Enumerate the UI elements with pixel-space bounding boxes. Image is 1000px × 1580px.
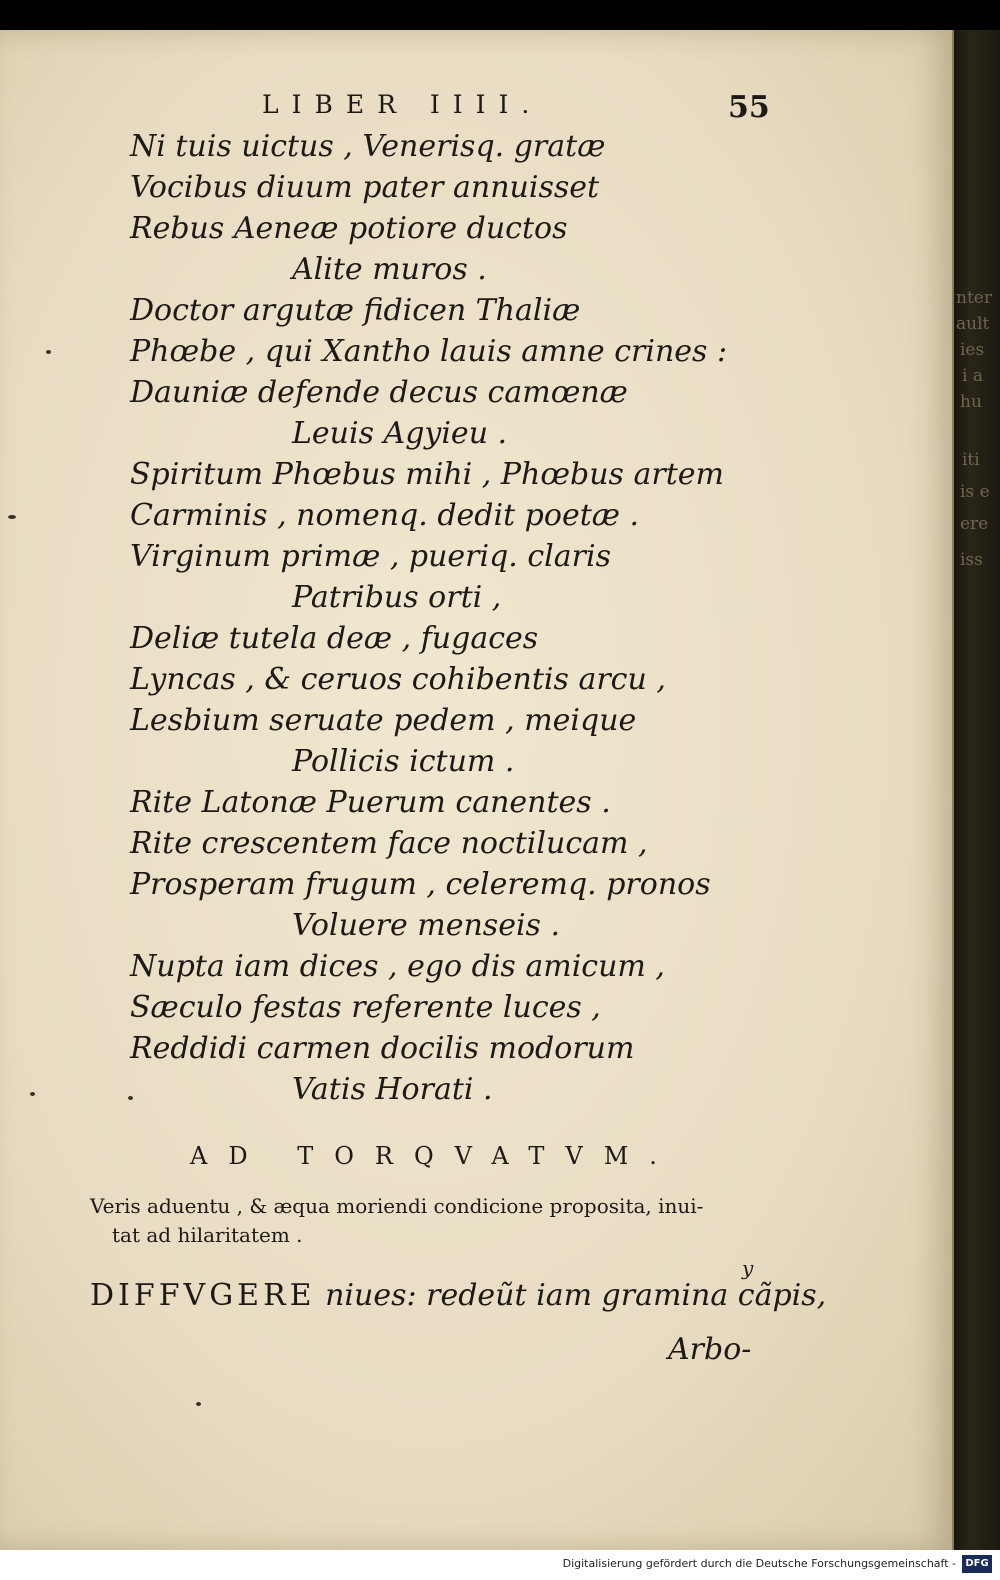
verse-line: Ni tuis uictus , Venerisq. gratæ (130, 129, 606, 164)
verse-line: Leuis Agyieu . (292, 416, 508, 451)
opening-line (90, 1278, 826, 1313)
verse-line: Patribus orti , (292, 580, 502, 615)
bleed-text: i a (962, 366, 983, 386)
facing-page-edge (950, 30, 1000, 1550)
bleed-text: nter (956, 288, 992, 308)
verse-line: Sæculo festas referente luces , (130, 990, 601, 1025)
ode-argument (90, 1192, 780, 1250)
paper-speck (128, 1096, 133, 1100)
argument-line: tat ad hilaritatem . (112, 1223, 303, 1247)
page-number: 55 (728, 90, 770, 125)
bleed-text: iti (962, 450, 980, 470)
opening-capitals: DIFFVGERE (90, 1278, 316, 1313)
verse-line: Rite Latonæ Puerum canentes . (130, 785, 611, 820)
running-head: LIBER IIII. (262, 90, 543, 119)
bleed-text: hu (960, 392, 982, 412)
paper-speck (46, 350, 51, 354)
bleed-text: is e (960, 482, 990, 502)
verse-line: Virginum primæ , pueriq. claris (130, 539, 611, 574)
ode-title: AD TORQVATVM. (190, 1142, 678, 1170)
verse-line: Prosperam frugum , celeremq. pronos (130, 867, 711, 902)
verse-line: Lyncas , & ceruos cohibentis arcu , (130, 662, 666, 697)
verse-line: Reddidi carmen docilis modorum (130, 1031, 635, 1066)
opening-text: niues: redeũt iam gramina cãpis, (315, 1278, 827, 1313)
verse-line: Dauniæ defende decus camœnæ (130, 375, 628, 410)
verse-line: Voluere menseis . (292, 908, 561, 943)
verse-line: Alite muros . (292, 252, 487, 287)
verse-line: Lesbium seruate pedem , meique (130, 703, 637, 738)
book-page (0, 30, 954, 1550)
catchword: Arbo- (668, 1332, 752, 1367)
verse-line: Carminis , nomenq. dedit poetæ . (130, 498, 640, 533)
printer-mark: y (742, 1256, 754, 1280)
dfg-logo-icon: DFG (962, 1555, 992, 1573)
verse-line: Vocibus diuum pater annuisset (130, 170, 600, 205)
bleed-text: ault (956, 314, 990, 334)
footer-credit: Digitalisierung gefördert durch die Deutsche Forschungsgemeinschaft - (562, 1557, 956, 1570)
verse-line: Rebus Aeneæ potiore ductos (130, 211, 568, 246)
verse-line: Pollicis ictum . (292, 744, 515, 779)
verse-line: Spiritum Phœbus mihi , Phœbus artem (130, 457, 724, 492)
verse-line: Doctor argutæ fidicen Thaliæ (130, 293, 581, 328)
verse-line: Vatis Horati . (292, 1072, 493, 1107)
verse-line: Rite crescentem face noctilucam , (130, 826, 648, 861)
verse-line: Nupta iam dices , ego dis amicum , (130, 949, 665, 984)
digitization-footer (0, 1550, 1000, 1580)
verse-line: Deliæ tutela deæ , fugaces (130, 621, 539, 656)
verse-line: Phœbe , qui Xantho lauis amne crines : (130, 334, 728, 369)
argument-line: Veris aduentu , & æqua moriendi condicione proposita, inui- (90, 1194, 704, 1218)
bleed-text: ies (960, 340, 985, 360)
paper-speck (8, 515, 16, 519)
paper-speck (30, 1092, 35, 1096)
scan-top-band (0, 0, 1000, 30)
bleed-text: iss (960, 550, 983, 570)
paper-speck (196, 1402, 201, 1406)
bleed-text: ere (960, 514, 989, 534)
